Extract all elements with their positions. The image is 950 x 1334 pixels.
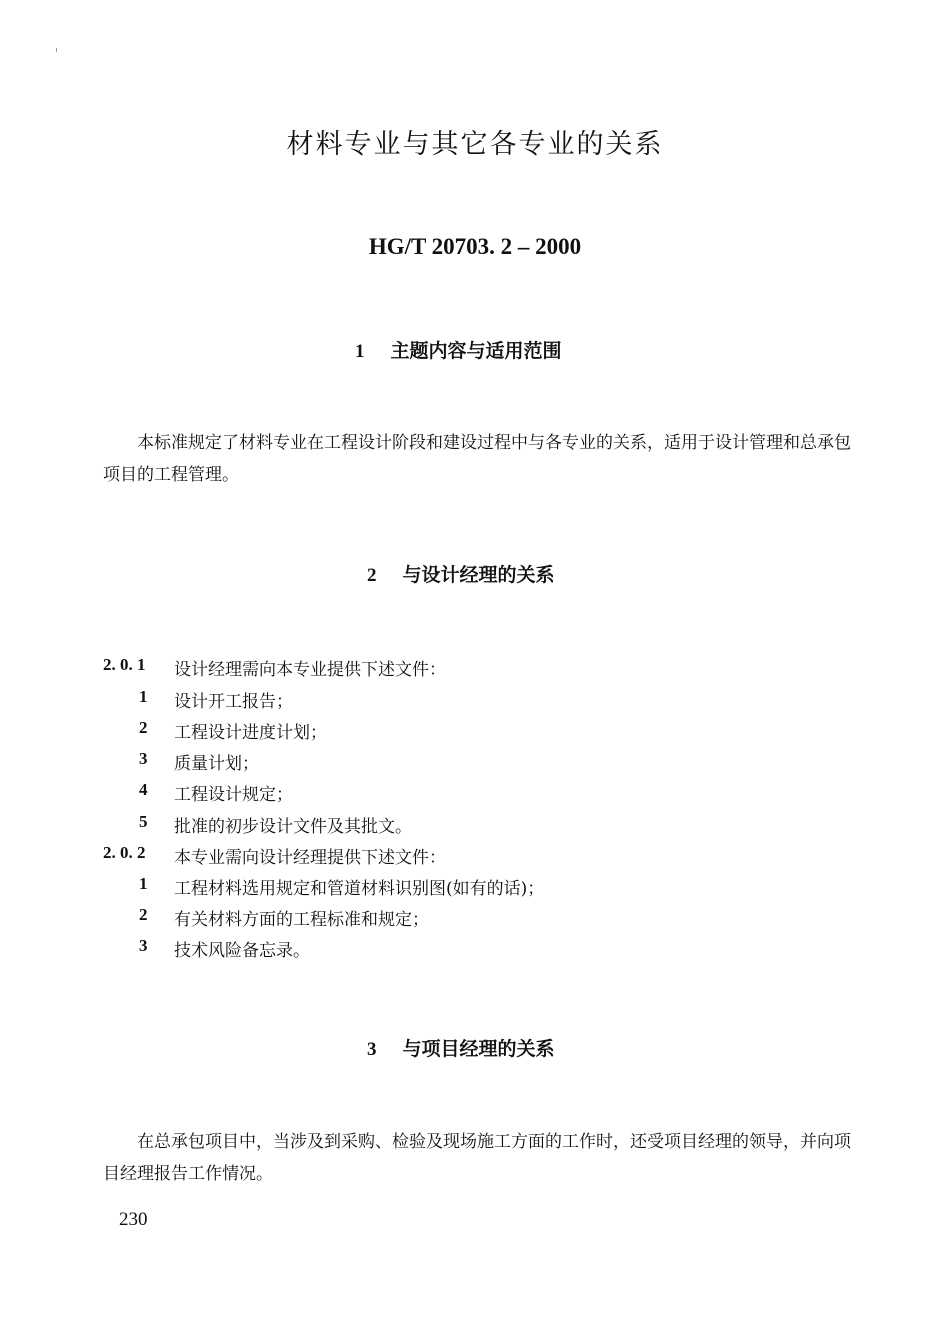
- section-heading: [355, 336, 562, 363]
- list-item-number: 5: [139, 812, 148, 831]
- list-item-number: 1: [139, 874, 148, 893]
- list-item-text: 工程设计规定；: [174, 785, 293, 805]
- section-paragraph: [103, 427, 853, 491]
- paragraph-text: 本标准规定了材料专业在工程设计阶段和建设过程中与各专业的关系，适用于设计管理和总承包项目的工程管理。: [103, 433, 851, 485]
- page-number: 230: [119, 1209, 148, 1230]
- section-number: 3: [367, 1039, 377, 1060]
- list-item-number: 2: [139, 718, 148, 737]
- section-paragraph: [103, 1126, 853, 1190]
- list-item-text: 批准的初步设计文件及其批文。: [174, 817, 412, 837]
- document-title: 材料专业与其它各专业的关系: [286, 129, 664, 160]
- list-item-number: 3: [139, 749, 148, 768]
- list-item-number: 3: [139, 936, 148, 955]
- clause-text: 本专业需向设计经理提供下述文件：: [174, 848, 446, 868]
- list-item-text: 技术风险备忘录。: [174, 941, 310, 961]
- list-item-number: 1: [139, 687, 148, 706]
- list-item-text: 工程设计进度计划；: [174, 723, 327, 743]
- section-title: 主题内容与适用范围: [390, 340, 562, 362]
- section-title: 与项目经理的关系: [402, 1038, 555, 1060]
- list-item-number: 2: [139, 905, 148, 924]
- clause-number: 2. 0. 1: [103, 655, 146, 674]
- list-item-text: 质量计划；: [174, 754, 259, 774]
- section-title: 与设计经理的关系: [402, 564, 555, 586]
- list-item-number: 4: [139, 780, 148, 799]
- scan-speck: [56, 48, 57, 52]
- clause-number: 2. 0. 2: [103, 843, 146, 862]
- list-item-text: 工程材料选用规定和管道材料识别图(如有的话)；: [174, 879, 545, 899]
- paragraph-text: 在总承包项目中，当涉及到采购、检验及现场施工方面的工作时，还受项目经理的领导，并向项目经理报告工作情况。: [103, 1132, 851, 1184]
- section-number: 2: [367, 565, 377, 586]
- section-heading: [367, 560, 555, 587]
- clause-text: 设计经理需向本专业提供下述文件：: [174, 660, 446, 680]
- section-number: 1: [355, 341, 365, 362]
- standard-code: HG/T 20703. 2 – 2000: [368, 234, 582, 259]
- list-item-text: 有关材料方面的工程标准和规定；: [174, 910, 429, 930]
- list-item-text: 设计开工报告；: [174, 692, 293, 712]
- section-heading: [367, 1034, 555, 1061]
